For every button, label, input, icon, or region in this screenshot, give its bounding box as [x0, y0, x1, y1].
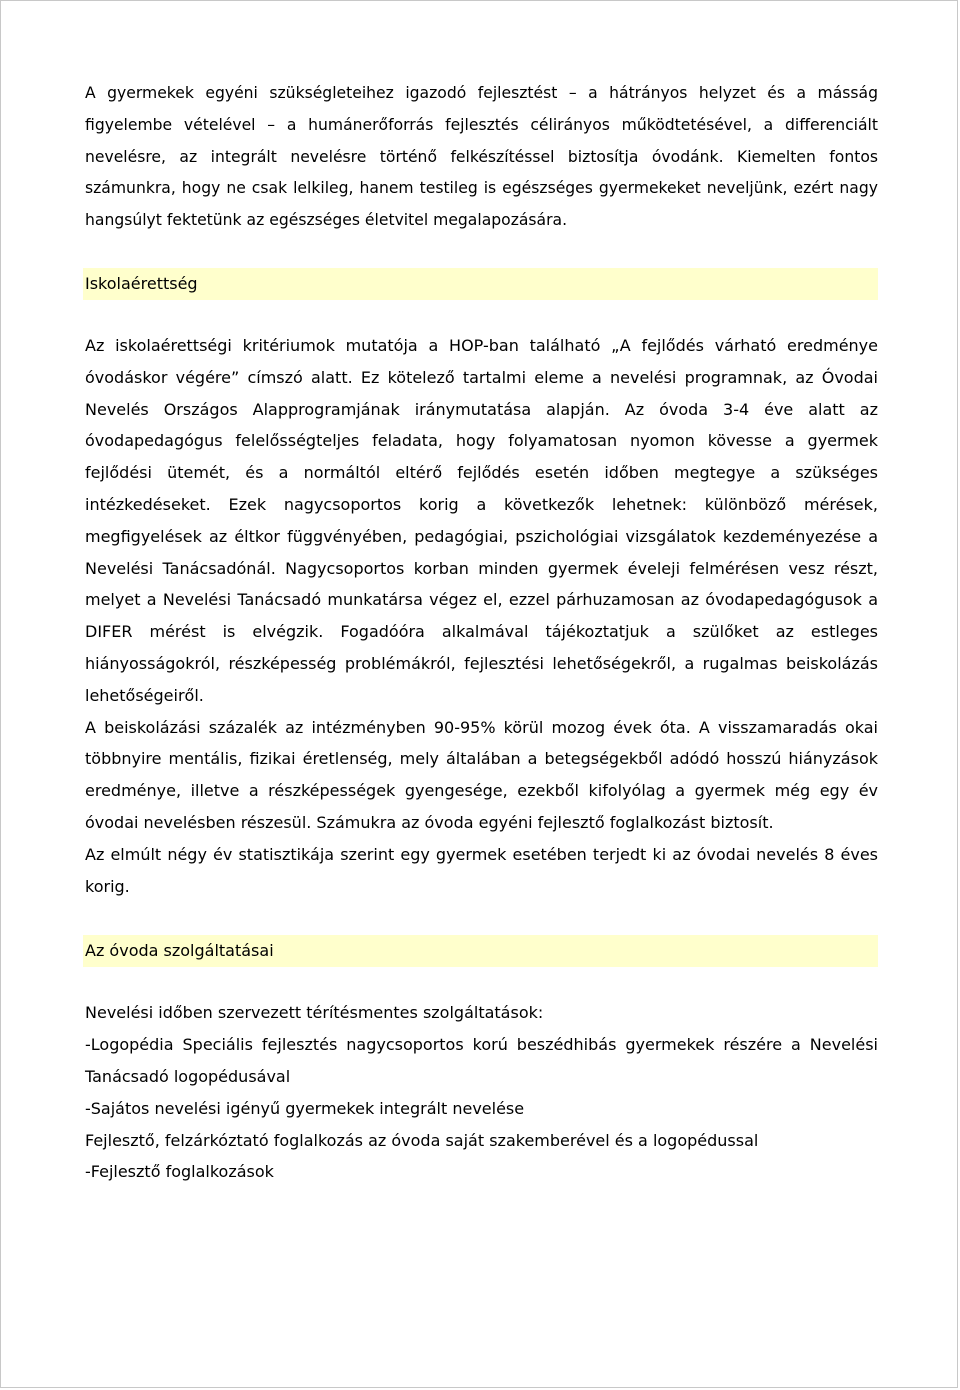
school-readiness-paragraph-1: Az iskolaérettségi kritériumok mutatója a HOP-ban található „A fejlődés várható eredménye óvodáskor végére” címszó alatt. Ez kötelező tartalmi eleme a nevelési programnak, az Óvodai Nevelés Országos Alapprogramjának iránymutatása alapján. Az óvoda 3-4 éve alatt az óvodapedagógus felelősségteljes feladata, hogy folyamatosan nyomon kövesse a gyermek fejlődési ütemét, és a normáltól eltérő fejlődés esetén időben megtegye a szükséges intézkedéseket. Ezek nagycsoportos korig a következők lehetnek: különböző mérések, megfigyelések az éltkor függvényében, pedagógiai, pszichológiai vizsgálatok kezdeményezése a Nevelési Tanácsadónál. Nagycsoportos korban minden gyermek éveleji felmérésen vesz részt, melyet a Nevelési Tanácsadó munkatársa végez el, ezzel párhuzamosan az óvodapedagógusok a DIFER mérést is elvégzik. Fogadóóra alkalmával tájékoztatjuk a szülőket az estleges hiányosságokról, részképesség problémákról, fejlesztési lehetőségekről, a rugalmas beiskolázás lehetőségeiről. — [85, 335, 878, 705]
services-line-5: -Fejlesztő foglalkozások — [85, 1162, 274, 1182]
services-line-4: Fejlesztő, felzárkóztató foglalkozás az óvoda saját szakemberével és a logopédussal — [85, 1130, 759, 1150]
section-heading-iskolaerettseg: Iskolaérettség — [83, 268, 878, 300]
school-readiness-paragraph-3: Az elmúlt négy év statisztikája szerint egy gyermek esetében terjedt ki az óvodai nevelés 8 éves korig. — [85, 844, 878, 896]
document-body — [85, 78, 878, 1188]
services-line-1: Nevelési időben szervezett térítésmentes szolgáltatások: — [85, 1003, 544, 1023]
spacer — [85, 902, 878, 935]
spacer — [85, 237, 878, 268]
services-line-2: -Logopédia Speciális fejlesztés nagycsoportos korú beszédhibás gyermekek részére a Nevelési Tanácsadó logopédusával — [85, 1035, 878, 1086]
services-line-3: -Sajátos nevelési igényű gyermekek integrált nevelése — [85, 1098, 525, 1118]
section-heading-szolgaltatasok: Az óvoda szolgáltatásai — [83, 935, 878, 967]
school-readiness-paragraph-2: A beiskolázási százalék az intézményben 90-95% körül mozog évek óta. A visszamaradás okai többnyire mentális, fizikai éretlenség, mely általában a betegségekből adódó hosszú hiányzások eredménye, illetve a részképességek gyengesége, ezekből kifolyólag a gyermek még egy év óvodai nevelésben részesül. Számukra az óvoda egyéni fejlesztő foglalkozást biztosít. — [85, 717, 878, 832]
spacer — [85, 300, 878, 330]
intro-paragraph: A gyermekek egyéni szükségleteihez igazodó fejlesztést – a hátrányos helyzet és a másság figyelembe vételével – a humánerőforrás fejlesztés célirányos működtetésével, a differenciált nevelésre, az integrált nevelésre történő felkészítéssel biztosítja óvodánk. Kiemelten fontos számunkra, hogy ne csak lelkileg, hanem testileg is egészséges gyermekeket neveljünk, ezért nagy hangsúlyt fektetünk az egészséges életvitel megalapozására. — [85, 84, 878, 230]
spacer — [85, 967, 878, 997]
